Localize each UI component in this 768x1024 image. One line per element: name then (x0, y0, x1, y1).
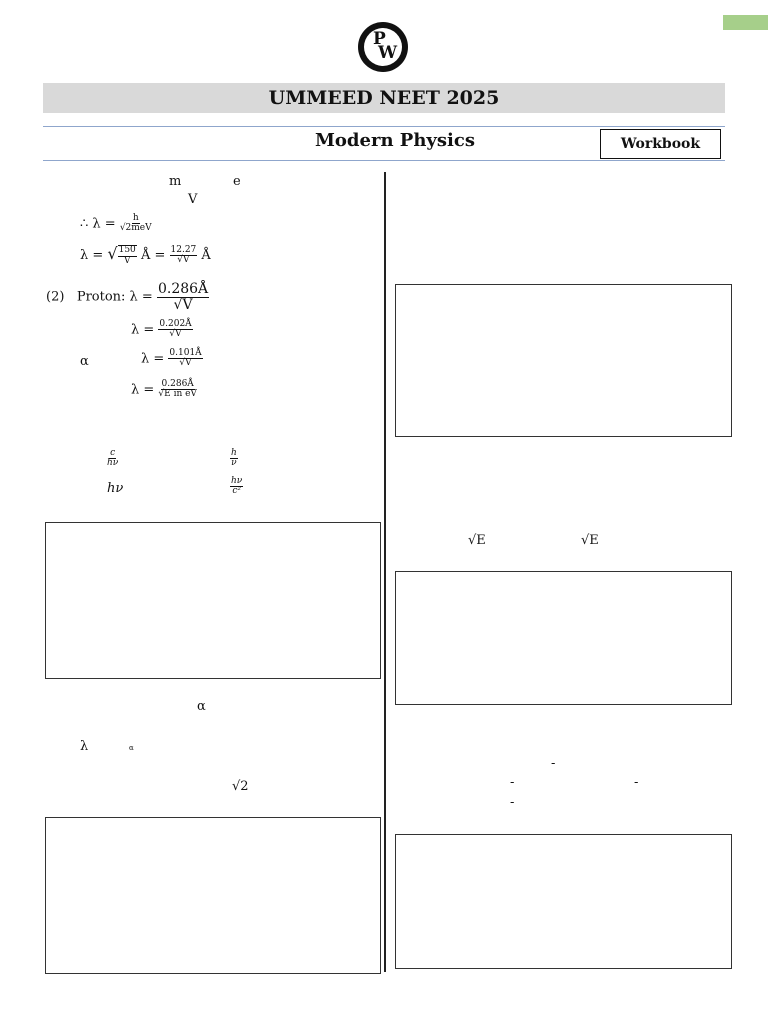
alpha-subscript: α (129, 744, 134, 752)
logo-letter-p: P (373, 29, 386, 49)
equation-deuteron (131, 320, 193, 340)
dash-3: - (634, 775, 639, 790)
eq3-num: 0.286Å (157, 281, 209, 297)
eq3-den: √V (173, 296, 193, 313)
eq1-den: √2meV (119, 223, 152, 234)
alpha-symbol: α (80, 354, 89, 369)
eq4-lhs: λ = (131, 322, 155, 338)
dash-4: - (510, 795, 515, 810)
equation-proton (46, 282, 209, 312)
column-divider (384, 172, 386, 972)
option-a (107, 449, 118, 469)
eq5-lhs: λ = (141, 351, 165, 367)
eq2-num: 12.27 (170, 244, 197, 255)
opt-a-num: c (110, 448, 116, 458)
eq2-lhs: λ = (80, 248, 104, 263)
equation-lambda-volt: λ = √ $\frac{150}{V}$ Å = $\frac{12.27}{√V}$ Å (80, 244, 211, 266)
option-c: hν (107, 481, 124, 496)
eq2-rad-num: 150 (118, 245, 136, 256)
eq6-den: √E in eV (158, 389, 197, 400)
eq1-lhs: ∴ λ = (80, 216, 116, 232)
header-rule-bottom (43, 160, 725, 161)
eq2-den: √V (177, 255, 190, 265)
eq1-num: h (132, 213, 139, 223)
equation-alpha (141, 349, 203, 369)
opt-b-den: ν (231, 458, 237, 469)
dash-1: - (551, 756, 556, 771)
pw-logo (358, 22, 408, 72)
eq4-den: √V (169, 329, 182, 340)
sqrt-two: √2 (232, 779, 249, 794)
opt-d-den: c² (232, 486, 241, 497)
logo-letter-w: W (378, 43, 398, 63)
opt-d-num: hν (231, 476, 243, 486)
eq2-rad-den: V (123, 255, 131, 266)
corner-tab (723, 15, 768, 30)
eq5-den: √V (179, 358, 192, 369)
header-rule-top (43, 126, 725, 127)
workbook-badge: Workbook (600, 129, 721, 159)
eq2-mid: Å = (140, 248, 166, 263)
subject-title: Modern Physics (315, 130, 475, 151)
equation-energy (131, 380, 197, 400)
answer-box-4 (395, 571, 732, 705)
var-m: m (169, 174, 182, 189)
eq5-num: 0.101Å (169, 348, 202, 358)
sqrt-e-2: √E (581, 533, 599, 548)
var-e: e (233, 174, 241, 189)
dash-2: - (510, 775, 515, 790)
eq3-label: (2) (46, 289, 65, 305)
eq3-lhs: Proton: λ = (76, 289, 153, 305)
answer-box-5 (395, 834, 732, 969)
opt-a-den: hν (107, 458, 119, 469)
eq2-unit: Å (201, 248, 211, 263)
answer-box-1 (45, 522, 381, 679)
option-d (230, 477, 243, 497)
lambda-text: λ (80, 739, 89, 754)
page-title: UMMEED NEET 2025 (43, 83, 725, 113)
eq6-lhs: λ = (131, 382, 155, 398)
alpha-text: α (197, 699, 206, 714)
sqrt-e-1: √E (468, 533, 486, 548)
eq6-num: 0.286Å (161, 379, 194, 389)
answer-box-3 (395, 284, 732, 437)
answer-box-2 (45, 817, 381, 974)
equation-lambda-h (80, 214, 152, 234)
var-v: V (188, 192, 198, 207)
option-b (230, 449, 238, 469)
opt-b-num: h (231, 448, 237, 458)
eq4-num: 0.202Å (159, 319, 192, 329)
